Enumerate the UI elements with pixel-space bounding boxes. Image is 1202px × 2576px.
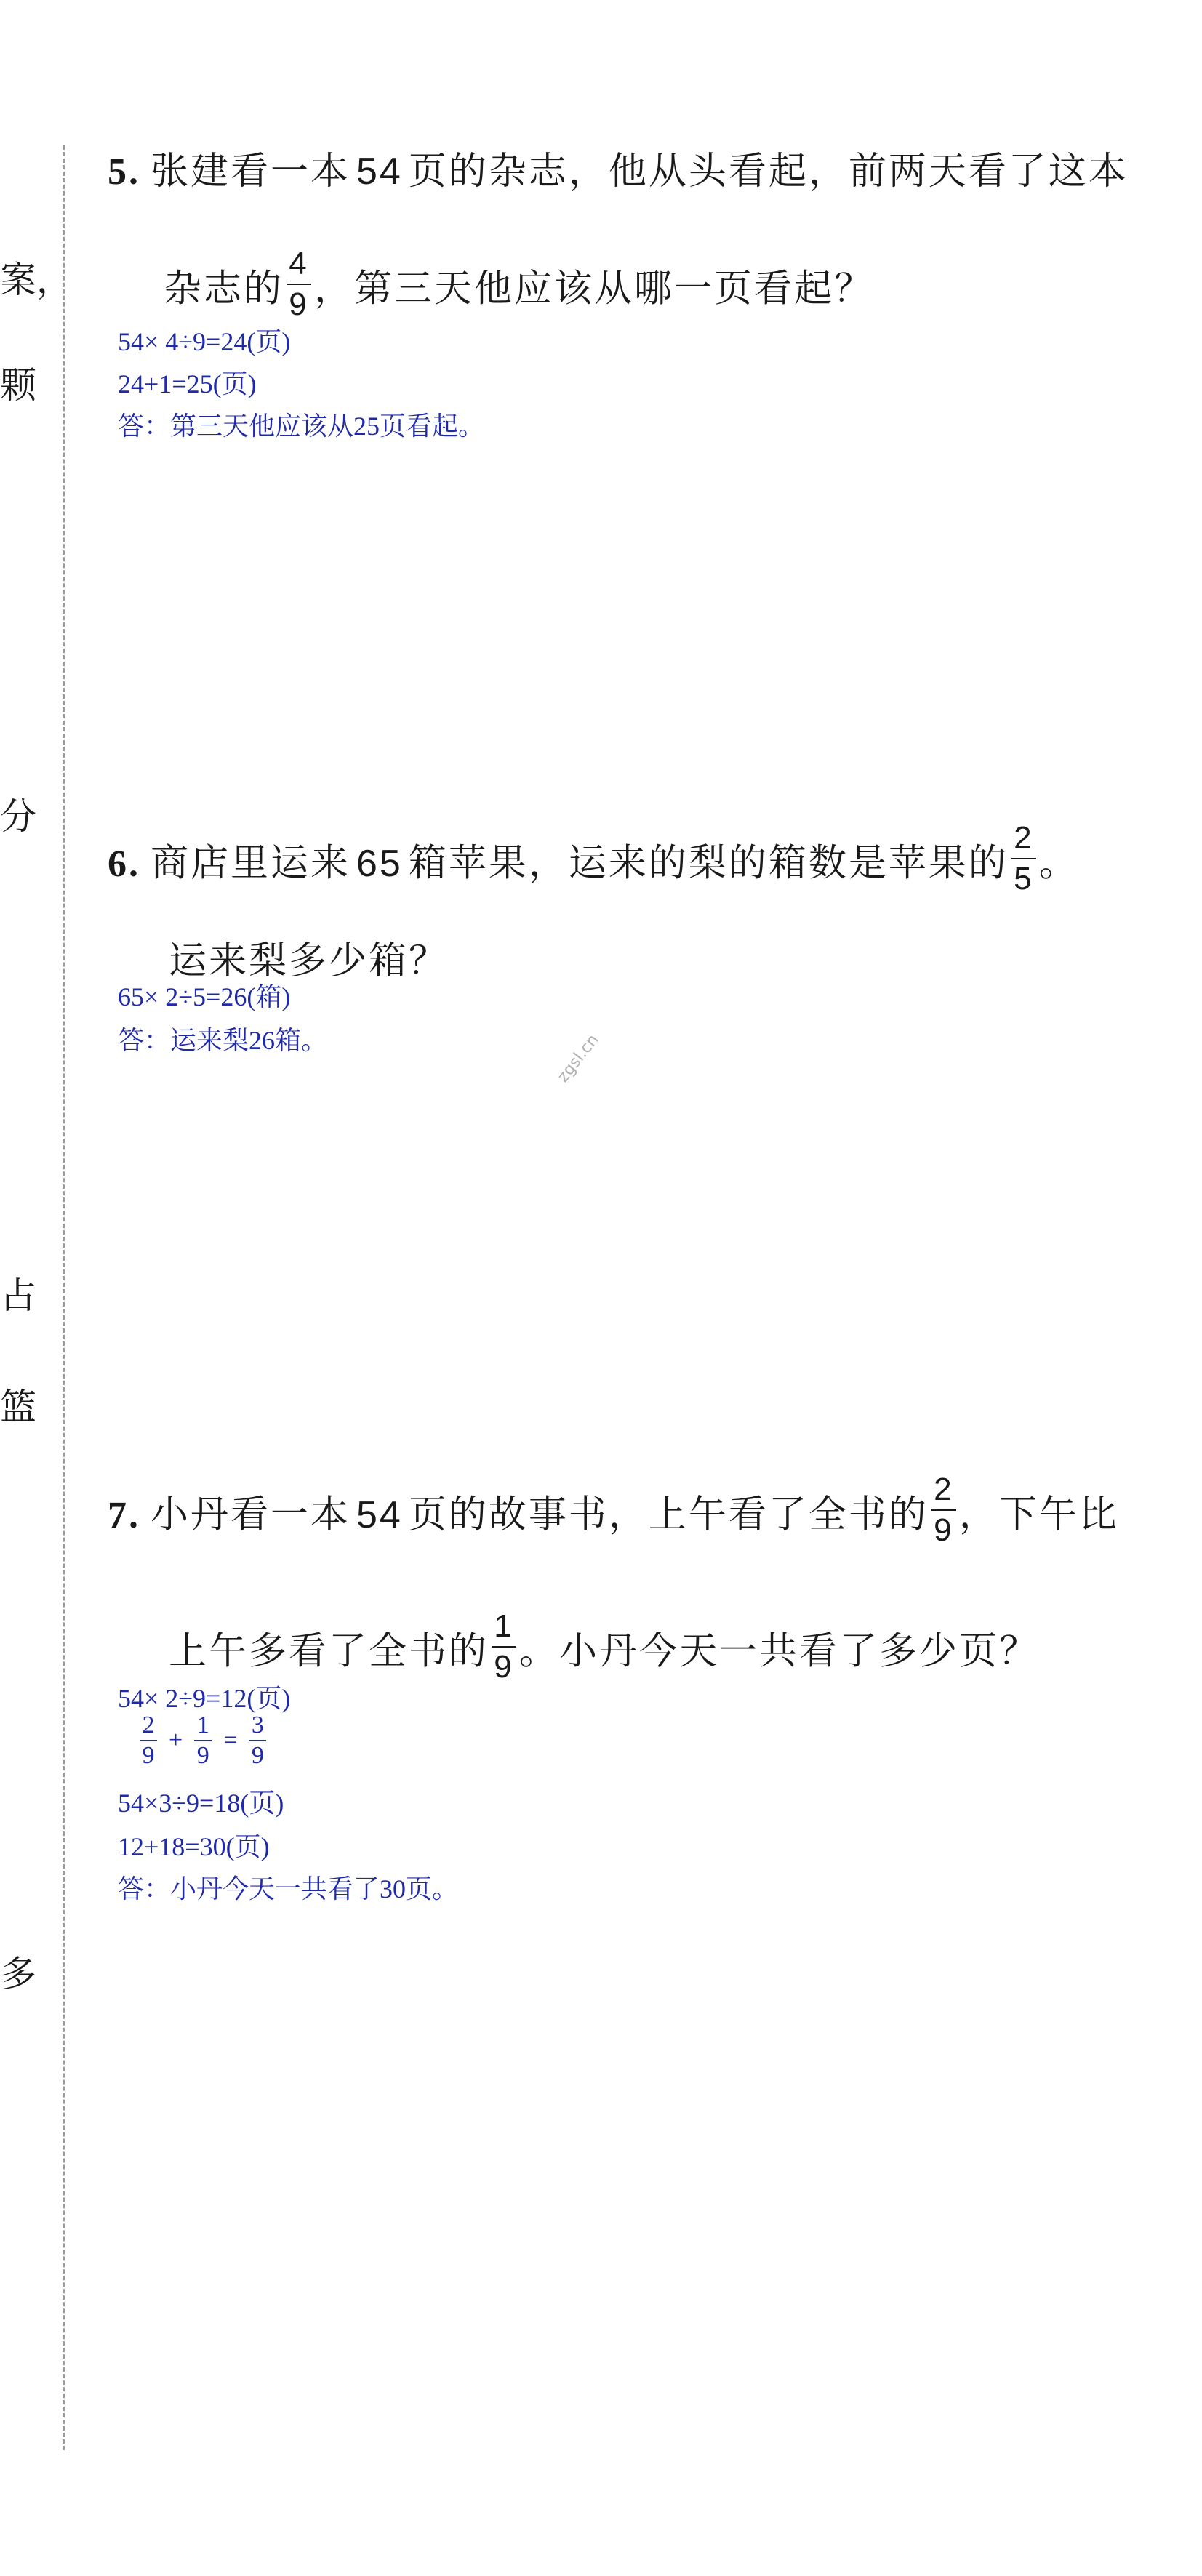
q7-answer-line: 答：小丹今天一共看了30页。 [118,1874,459,1903]
margin-fragment: 颗 [0,364,36,406]
q7-answer-line: 54×3÷9=18(页) [118,1789,284,1818]
watermark: zgsl.cn [554,1031,603,1086]
answer-fraction: $\frac{3}{9}$ [249,1713,266,1768]
q5-line2: 杂志的 $\frac{4}{9}$ ，第三天他应该从哪一页看起？ [164,246,875,323]
margin-fragment: 占 [0,1275,36,1317]
fold-line [63,145,65,2450]
q5-answer-line: 24+1=25(页) [118,369,257,398]
q7-fraction: $\frac{2}{9}$ [931,1473,956,1547]
q7-line1: 7. 小丹看一本 54 页的故事书，上午看了全书的 $\frac{2}{9}$ ，下午比 [108,1472,1119,1549]
q6-answer-line: 答：运来梨26箱。 [118,1026,328,1055]
margin-fragment: 分 [0,795,36,838]
margin-fragment: 多 [0,1953,36,1995]
q6-number: 6. [108,843,140,885]
q6-fraction: $\frac{2}{5}$ [1011,822,1036,896]
q5-fraction: $\frac{4}{9}$ [287,247,311,321]
q7-fraction-equation: $\frac{2}{9}$ + $\frac{1}{9}$ = $\frac{3}{9}$ [135,1713,271,1768]
margin-fragment: 篮 [0,1386,36,1428]
q7-answer-line: 54× 2÷9=12(页) [118,1684,291,1713]
q5-line1: 5. 张建看一本 54 页的杂志，他从头看起，前两天看了这本 [108,150,1129,193]
q5-number: 5. [108,151,140,193]
q7-line2: 上午多看了全书的 $\frac{1}{9}$ 。小丹今天一共看了多少页？ [169,1608,1040,1685]
q6-line2: 运来梨多少箱？ [169,939,449,983]
answer-fraction: $\frac{1}{9}$ [194,1713,212,1768]
q7-answer-line: 12+18=30(页) [118,1832,270,1861]
margin-fragment: 案， [0,259,73,301]
q5-answer-line: 答：第三天他应该从25页看起。 [118,412,485,441]
answer-fraction: $\frac{2}{9}$ [140,1713,157,1768]
q7-fraction: $\frac{1}{9}$ [492,1610,516,1684]
q6-line1: 6. 商店里运来 65 箱苹果，运来的梨的箱数是苹果的 $\frac{2}{5}$ 。 [108,820,1079,897]
q5-answer-line: 54× 4÷9=24(页) [118,327,291,356]
q6-answer-line: 65× 2÷5=26(箱) [118,982,291,1011]
q7-number: 7. [108,1494,140,1536]
